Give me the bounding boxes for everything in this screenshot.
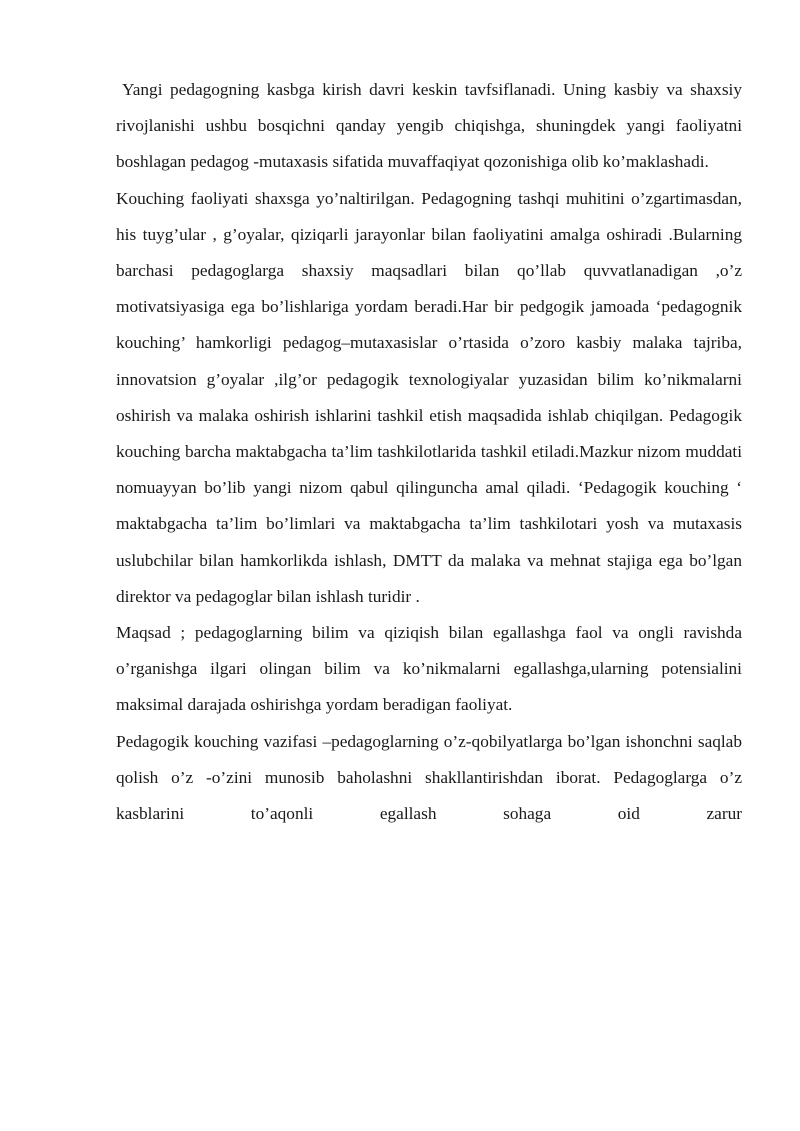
document-page: [116, 72, 742, 832]
paragraph-maqsad: Maqsad ; pedagoglarning bilim va qiziqish bilan egallashga faol va ongli ravishda o’rganishga ilgari olingan bilim va ko’nikmalarni egallashga,ularning potensialini maksimal darajada oshirishga yordam beradigan faoliyat.: [116, 623, 742, 715]
paragraph-vazifasi: Pedagogik kouching vazifasi –pedagoglarning o’z-qobilyatlarga bo’lgan ishonchni saqlab qolish o’z -o’zini munosib baholashni shakllantirishdan iborat. Pedagoglarga o’z kasblarini to’aqonli egallash sohaga oid zarur: [116, 731, 742, 824]
paragraph-kouching-faoliyati: Kouching faoliyati shaxsga yo’naltirilgan. Pedagogning tashqi muhitini o’zgartimasdan, his tuyg’ular , g’oyalar, qiziqarli jarayonlar bilan faoliyatini amalga oshiradi .Bularning barchasi pedagoglarga shaxsiy maqsadlari bilan qo’llab quvvatlanadigan ,o’z motivatsiyasiga ega bo’lishlariga yordam beradi.Har bir pedgogik jamoada ‘pedagognik kouching’ hamkorligi pedagog–mutaxasislar o’rtasida o’zoro kasbiy malaka tajriba, innovatsion g’oyalar ,ilg’or pedagogik texnologiyalar yuzasidan bilim ko’nikmalarni oshirish va malaka oshirish ishlarini tashkil etish maqsadida ishlab chiqilgan. Pedagogik kouching barcha maktabgacha ta’lim tashkilotlarida tashkil etiladi.Mazkur nizom muddati nomuayyan bo’lib yangi nizom qabul qilinguncha amal qiladi. ‘Pedagogik kouching ‘ maktabgacha ta’lim bo’limlari va maktabgacha ta’lim tashkilotari yosh va mutaxasis uslubchilar bilan hamkorlikda ishlash, DMTT da malaka va mehnat stajiga ega bo’lgan direktor va pedagoglar bilan ishlash turidir .: [116, 188, 742, 606]
paragraph-intro: Yangi pedagogning kasbga kirish davri keskin tavfsiflanadi. Uning kasbiy va shaxsiy rivojlanishi ushbu bosqichni qanday yengib chiqishga, shuningdek yangi faoliyatni boshlagan pedagog -mutaxasis sifatida muvaffaqiyat qozonishiga olib ko’maklashadi.: [116, 80, 742, 172]
